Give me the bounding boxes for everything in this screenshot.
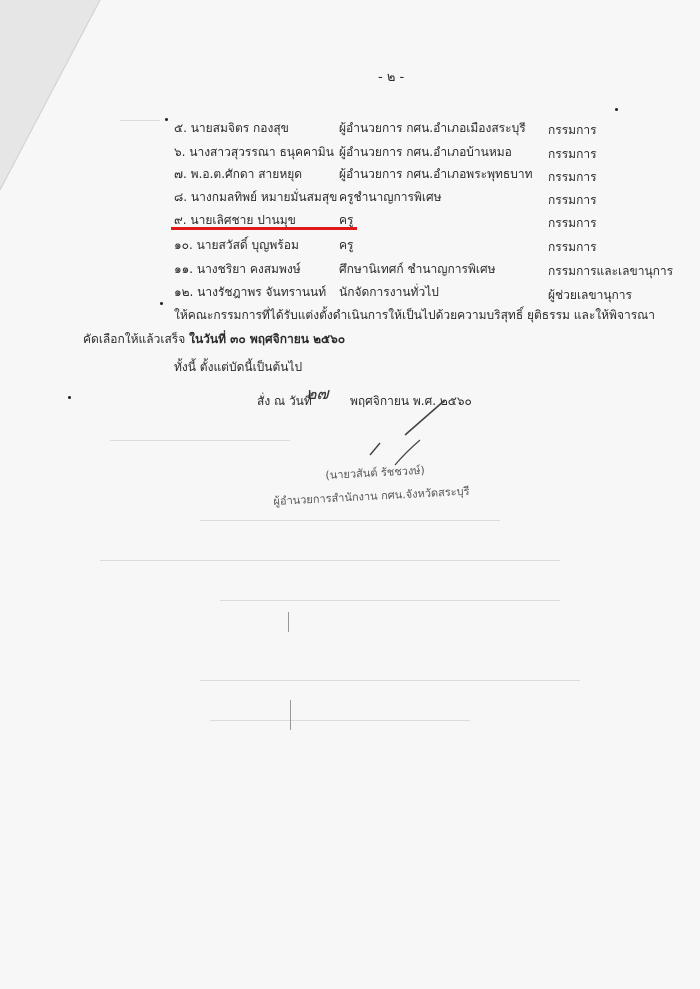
handwritten-day: ๒๗ — [306, 384, 329, 403]
scan-artifact — [220, 600, 560, 601]
member-position: ครู — [339, 213, 354, 227]
instruction-paragraph-continued — [83, 330, 345, 349]
member-position: ผู้อำนวยการ กศน.อำเภอเมืองสระบุรี — [339, 121, 526, 135]
deadline-date: ในวันที่ ๓๐ พฤศจิกายน ๒๕๖๐ — [189, 332, 346, 346]
member-role: กรรมการ — [548, 170, 597, 184]
member-role: กรรมการ — [548, 123, 597, 137]
scan-dot — [615, 108, 618, 111]
member-position: ผู้อำนวยการ กศน.อำเภอพระพุทธบาท — [339, 167, 533, 181]
member-position: ครูชำนาญการพิเศษ — [339, 190, 442, 204]
scan-artifact — [120, 120, 160, 121]
member-name: ๑๑. นางชริยา คงสมพงษ์ — [174, 262, 301, 276]
signer-name: (นายวสันต์ รัชชวงษ์) — [325, 463, 426, 482]
member-role: กรรมการ — [548, 193, 597, 207]
red-highlight-underline — [171, 227, 357, 230]
member-role: กรรมการ — [548, 240, 597, 254]
member-name: ๑๒. นางรัชฎาพร จันทรานนท์ — [174, 285, 327, 299]
scan-artifact — [110, 440, 290, 441]
member-name: ๖. นางสาวสุวรรณา ธนุคคามิน — [174, 145, 334, 159]
member-role: กรรมการ — [548, 147, 597, 161]
order-date-suffix: พฤศจิกายน พ.ศ. ๒๕๖๐ — [350, 394, 472, 408]
member-role: ผู้ช่วยเลขานุการ — [548, 288, 632, 302]
member-name-highlighted: ๙. นายเลิศชาย ปานมุข — [174, 213, 296, 227]
member-name: ๕. นายสมจิตร กองสุข — [174, 121, 289, 135]
scan-dot — [160, 302, 163, 305]
signer-position: ผู้อำนวยการสำนักงาน กศน.จังหวัดสระบุรี — [273, 484, 470, 508]
effective-statement: ทั้งนี้ ตั้งแต่บัดนี้เป็นต้นไป — [174, 360, 303, 374]
member-position: นักจัดการงานทั่วไป — [339, 285, 439, 299]
member-position: ครู — [339, 238, 354, 252]
member-role: กรรมการ — [548, 216, 597, 230]
scan-dot — [165, 118, 168, 121]
page-number: - ๒ - — [378, 70, 405, 85]
member-role: กรรมการและเลขานุการ — [548, 264, 674, 278]
scan-artifact — [288, 612, 289, 632]
member-name: ๑๐. นายสวัสดิ์ บุญพร้อม — [174, 238, 299, 252]
scan-artifact — [200, 520, 500, 521]
deadline-prefix: คัดเลือกให้แล้วเสร็จ — [83, 332, 186, 346]
scan-artifact — [210, 720, 470, 721]
scan-artifact — [100, 560, 560, 561]
instruction-paragraph: ให้คณะกรรมการที่ได้รับแต่งตั้งดำเนินการให้เป็นไปด้วยความบริสุทธิ์ ยุติธรรม และให้พิจารณา — [174, 308, 656, 322]
order-date-prefix: สั่ง ณ วันที่ — [257, 394, 312, 408]
member-name: ๘. นางกมลทิพย์ หมายมั่นสมสุข — [174, 190, 338, 204]
member-position: ผู้อำนวยการ กศน.อำเภอบ้านหมอ — [339, 145, 512, 159]
scan-dot — [68, 396, 71, 399]
member-position: ศึกษานิเทศก์ ชำนาญการพิเศษ — [339, 262, 496, 276]
scan-artifact — [200, 680, 580, 681]
member-name: ๗. พ.อ.ต.ศักดา สายหยุด — [174, 167, 303, 181]
scan-artifact — [290, 700, 291, 730]
